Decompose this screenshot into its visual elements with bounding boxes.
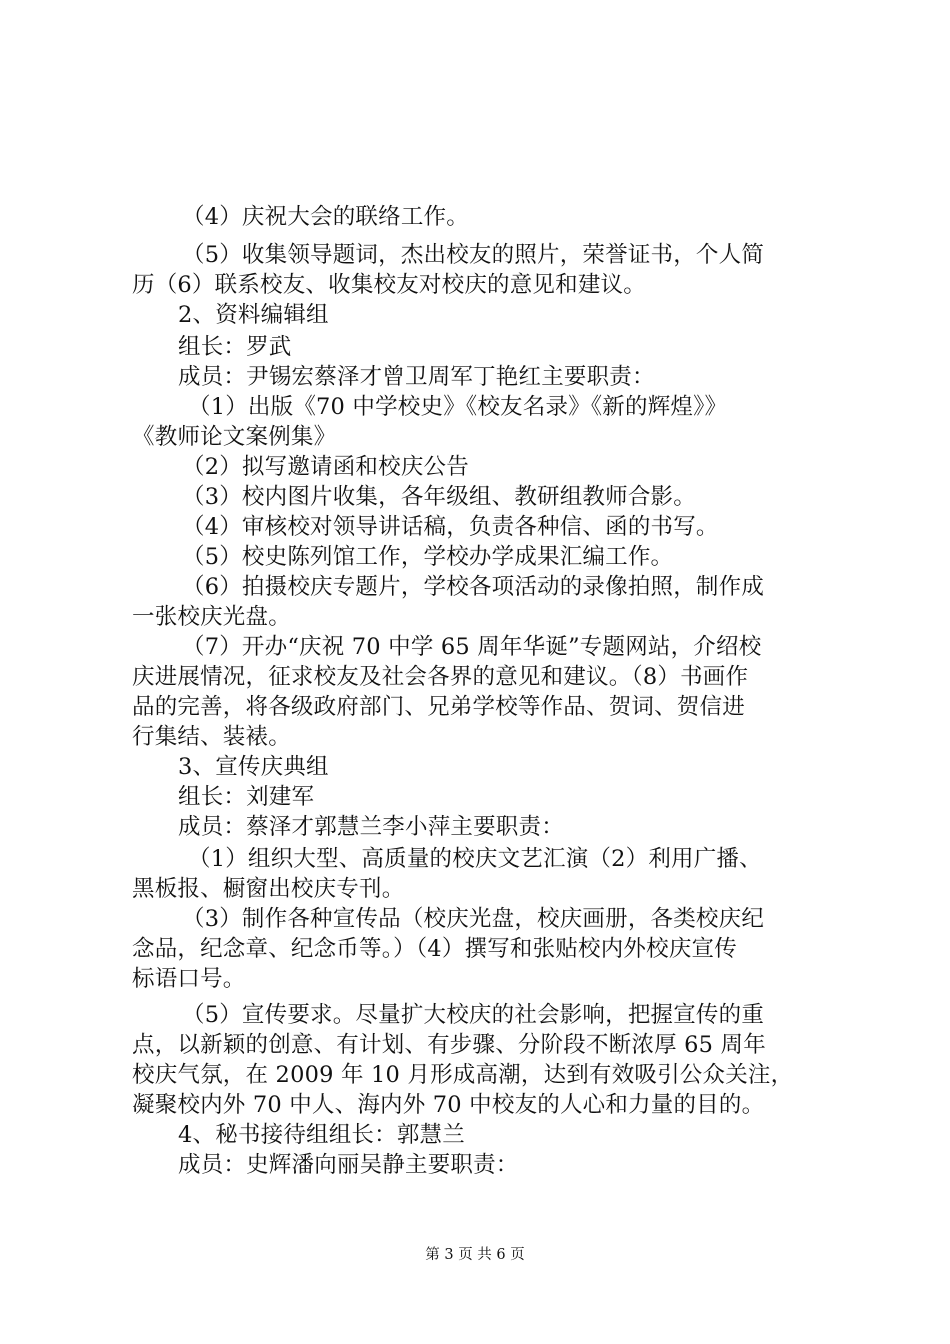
group-leader-line: 组长：刘建军 (178, 784, 315, 810)
members-line: 成员：蔡泽才郭慧兰李小萍主要职责： (178, 814, 564, 840)
page-number-footer: 第 3 页 共 6 页 (425, 1247, 525, 1263)
text-line-10: （3）校内图片收集，各年级组、教研组教师合影。 (182, 484, 696, 510)
group-leader-line: 组长：罗武 (178, 334, 292, 360)
section-heading-3: 3、宣传庆典组 (178, 754, 329, 780)
text-line-11: （4）审核校对领导讲话稿，负责各种信、函的书写。 (182, 514, 719, 540)
section-heading-4: 4、秘书接待组组长：郭慧兰 (178, 1122, 465, 1148)
text-line-13: （6）拍摄校庆专题片，学校各项活动的录像拍照，制作成 (182, 574, 765, 600)
text-line-17: 品的完善，将各级政府部门、兄弟学校等作品、贺词、贺信进 (132, 694, 745, 720)
text-line-18: 行集结、装裱。 (132, 724, 291, 750)
text-line-7: （1）出版《70 中学校史》《校友名录》《新的辉煌》》 (188, 394, 728, 420)
text-line-26: 标语口号。 (132, 966, 246, 992)
text-line-8: 《教师论文案例集》 (132, 424, 337, 450)
text-line-23: 黑板报、橱窗出校庆专刊。 (132, 876, 405, 902)
text-line-27: （5）宣传要求。尽量扩大校庆的社会影响，把握宣传的重 (182, 1002, 765, 1028)
text-line-2: （5）收集领导题词，杰出校友的照片，荣誉证书，个人简 (182, 242, 765, 268)
text-line-29: 校庆气氛，在 2009 年 10 月形成高潮，达到有效吸引公众关注， (132, 1062, 794, 1088)
section-heading-2: 2、资料编辑组 (178, 302, 329, 328)
text-line-30: 凝聚校内外 70 中人、海内外 70 中校友的人心和力量的目的。 (132, 1092, 765, 1118)
text-line-24: （3）制作各种宣传品（校庆光盘，校庆画册，各类校庆纪 (182, 906, 765, 932)
text-line-12: （5）校史陈列馆工作，学校办学成果汇编工作。 (182, 544, 674, 570)
members-line: 成员：尹锡宏蔡泽才曾卫周军丁艳红主要职责： (178, 364, 655, 390)
text-line-9: （2）拟写邀请函和校庆公告 (182, 454, 469, 480)
members-line: 成员：史辉潘向丽吴静主要职责： (178, 1152, 519, 1178)
text-line-28: 点，以新颖的创意、有计划、有步骤、分阶段不断浓厚 65 周年 (132, 1032, 766, 1058)
text-line-15: （7）开办“庆祝 70 中学 65 周年华诞”专题网站，介绍校 (182, 634, 762, 660)
text-line-14: 一张校庆光盘。 (132, 604, 291, 630)
text-line-1: （4）庆祝大会的联络工作。 (182, 204, 469, 230)
text-line-22: （1）组织大型、高质量的校庆文艺汇演（2）利用广播、 (188, 846, 762, 872)
text-line-3: 历（6）联系校友、收集校友对校庆的意见和建议。 (132, 272, 646, 298)
text-line-16: 庆进展情况，征求校友及社会各界的意见和建议。（8）书画作 (132, 664, 749, 690)
text-line-25: 念品，纪念章、纪念币等。）（4）撰写和张贴校内外校庆宣传 (132, 936, 737, 962)
